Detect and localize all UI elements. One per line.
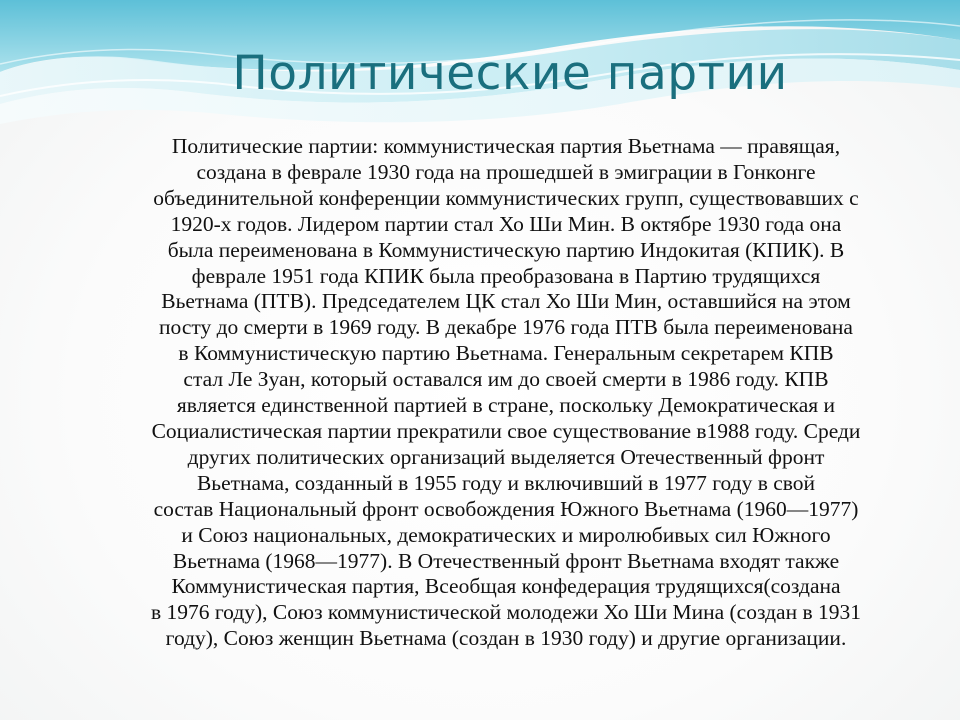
body-line: является единственной партией в стране, поскольку Демократическая и	[176, 393, 836, 418]
body-line: в Коммунистическую партию Вьетнама. Генеральным секретарем КПВ	[178, 341, 834, 366]
body-line: году), Союз женщин Вьетнама (создан в 1930 году) и другие организации.	[165, 626, 847, 651]
body-line: создана в феврале 1930 года на прошедшей в эмиграции в Гонконге	[196, 159, 816, 184]
body-line: и Союз национальных, демократических и миролюбивых сил Южного	[181, 522, 831, 547]
body-line: Коммунистическая партия, Всеобщая конфедерация трудящихся(создана	[171, 574, 841, 599]
body-line: Вьетнама (1968—1977). В Отечественный фронт Вьетнама входят также	[172, 548, 840, 573]
body-line: Политические партии: коммунистическая партия Вьетнама — правящая,	[171, 134, 841, 158]
body-line: была переименована в Коммунистическую партию Индокитая (КПИК). В	[167, 237, 845, 262]
body-line: Социалистическая партии прекратили свое существование в1988 году. Среди	[151, 418, 861, 443]
body-line: других политических организаций выделяется Отечественный фронт	[187, 444, 825, 469]
body-line: в 1976 году), Союз коммунистической молодежи Хо Ши Мина (создан в 1931	[151, 600, 861, 625]
body-line: стал Ле Зуан, который оставался им до своей смерти в 1986 году. КПВ	[183, 367, 829, 392]
slide-title: Политические партии	[232, 46, 788, 101]
body-paragraph	[58, 134, 954, 652]
body-line: посту до смерти в 1969 году. В декабре 1976 года ПТВ была переименована	[159, 315, 853, 340]
body-line: феврале 1951 года КПИК была преобразована в Партию трудящихся	[191, 263, 821, 288]
body-line: Вьетнама (ПТВ). Председателем ЦК стал Хо Ши Мин, оставшийся на этом	[161, 289, 851, 314]
body-line: 1920-х годов. Лидером партии стал Хо Ши Мин. В октябре 1930 года она	[170, 211, 842, 236]
body-line: Вьетнама, созданный в 1955 году и включивший в 1977 году в свой	[196, 470, 816, 495]
body-line: состав Национальный фронт освобождения Южного Вьетнама (1960—1977)	[153, 496, 859, 521]
body-line: объединительной конференции коммунистических групп, существовавших с	[153, 185, 859, 210]
